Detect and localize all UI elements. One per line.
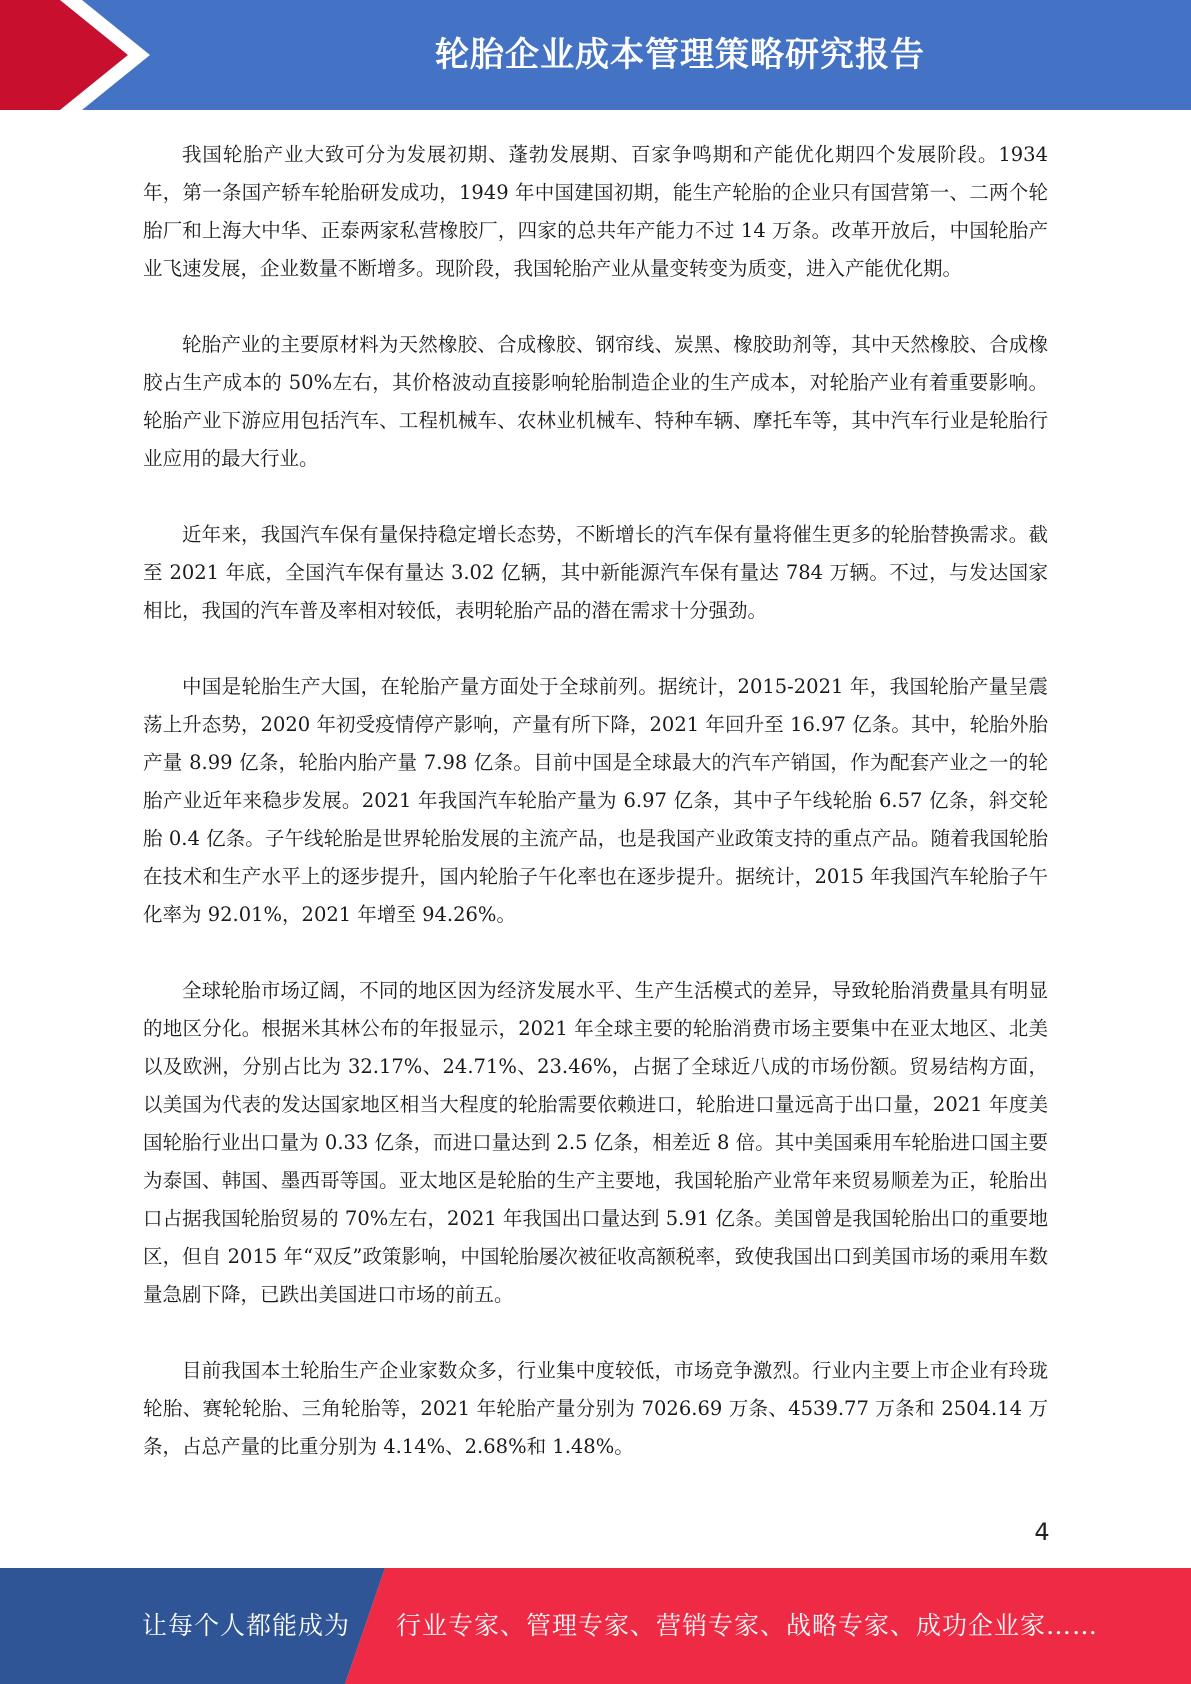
page-footer	[0, 1568, 1191, 1684]
report-body	[143, 136, 1048, 1504]
paragraph: 中国是轮胎生产大国，在轮胎产量方面处于全球前列。据统计，2015-2021 年，我国轮胎产量呈震荡上升态势，2020 年初受疫情停产影响，产量有所下降，2021 年回升至 16.97 亿条。其中，轮胎外胎产量 8.99 亿条，轮胎内胎产量 7.98 亿条。目前中国是全球最大的汽车产销国，作为配套产业之一的轮胎产业近年来稳步发展。2021 年我国汽车轮胎产量为 6.97 亿条，其中子午线轮胎 6.57 亿条，斜交轮胎 0.4 亿条。子午线轮胎是世界轮胎发展的主流产品，也是我国产业政策支持的重点产品。随着我国轮胎在技术和生产水平上的逐步提升，国内轮胎子午化率也在逐步提升。据统计，2015 年我国汽车轮胎子午化率为 92.01%，2021 年增至 94.26%。	[143, 675, 1048, 926]
footer-slogan-right: 行业专家、管理专家、营销专家、战略专家、成功企业家……	[396, 1611, 1099, 1640]
page-header	[0, 0, 1191, 110]
paragraph: 我国轮胎产业大致可分为发展初期、蓬勃发展期、百家争鸣期和产能优化期四个发展阶段。1934 年，第一条国产轿车轮胎研发成功，1949 年中国建国初期，能生产轮胎的企业只有国营第一、二两个轮胎厂和上海大中华、正泰两家私营橡胶厂，四家的总共年产能力不过 14 万条。改革开放后，中国轮胎产业飞速发展，企业数量不断增多。现阶段，我国轮胎产业从量变转变为质变，进入产能优化期。	[143, 143, 1048, 280]
paragraph: 目前我国本土轮胎生产企业家数众多，行业集中度较低，市场竞争激烈。行业内主要上市企业有玲珑轮胎、赛轮轮胎、三角轮胎等，2021 年轮胎产量分别为 7026.69 万条、4539.77 万条和 2504.14 万条，占总产量的比重分别为 4.14%、2.68%和 1.48%。	[143, 1359, 1048, 1458]
footer-slogan-left: 让每个人都能成为	[142, 1611, 351, 1640]
page-number: 4	[1034, 1518, 1050, 1546]
paragraph: 轮胎产业的主要原材料为天然橡胶、合成橡胶、钢帘线、炭黑、橡胶助剂等，其中天然橡胶、合成橡胶占生产成本的 50%左右，其价格波动直接影响轮胎制造企业的生产成本，对轮胎产业有着重要影响。轮胎产业下游应用包括汽车、工程机械车、农林业机械车、特种车辆、摩托车等，其中汽车行业是轮胎行业应用的最大行业。	[143, 333, 1048, 470]
report-title: 轮胎企业成本管理策略研究报告	[435, 35, 925, 75]
paragraph: 近年来，我国汽车保有量保持稳定增长态势，不断增长的汽车保有量将催生更多的轮胎替换需求。截至 2021 年底，全国汽车保有量达 3.02 亿辆，其中新能源汽车保有量达 784 万辆。不过，与发达国家相比，我国的汽车普及率相对较低，表明轮胎产品的潜在需求十分强劲。	[143, 523, 1048, 622]
paragraph: 全球轮胎市场辽阔，不同的地区因为经济发展水平、生产生活模式的差异，导致轮胎消费量具有明显的地区分化。根据米其林公布的年报显示，2021 年全球主要的轮胎消费市场主要集中在亚太地区、北美以及欧洲，分别占比为 32.17%、24.71%、23.46%，占据了全球近八成的市场份额。贸易结构方面，以美国为代表的发达国家地区相当大程度的轮胎需要依赖进口，轮胎进口量远高于出口量，2021 年度美国轮胎行业出口量为 0.33 亿条，而进口量达到 2.5 亿条，相差近 8 倍。其中美国乘用车轮胎进口国主要为泰国、韩国、墨西哥等国。亚太地区是轮胎的生产主要地，我国轮胎产业常年来贸易顺差为正，轮胎出口占据我国轮胎贸易的 70%左右，2021 年我国出口量达到 5.91 亿条。美国曾是我国轮胎出口的重要地区，但自 2015 年“双反”政策影响，中国轮胎屡次被征收高额税率，致使我国出口到美国市场的乘用车数量急剧下降，已跌出美国进口市场的前五。	[143, 979, 1048, 1306]
